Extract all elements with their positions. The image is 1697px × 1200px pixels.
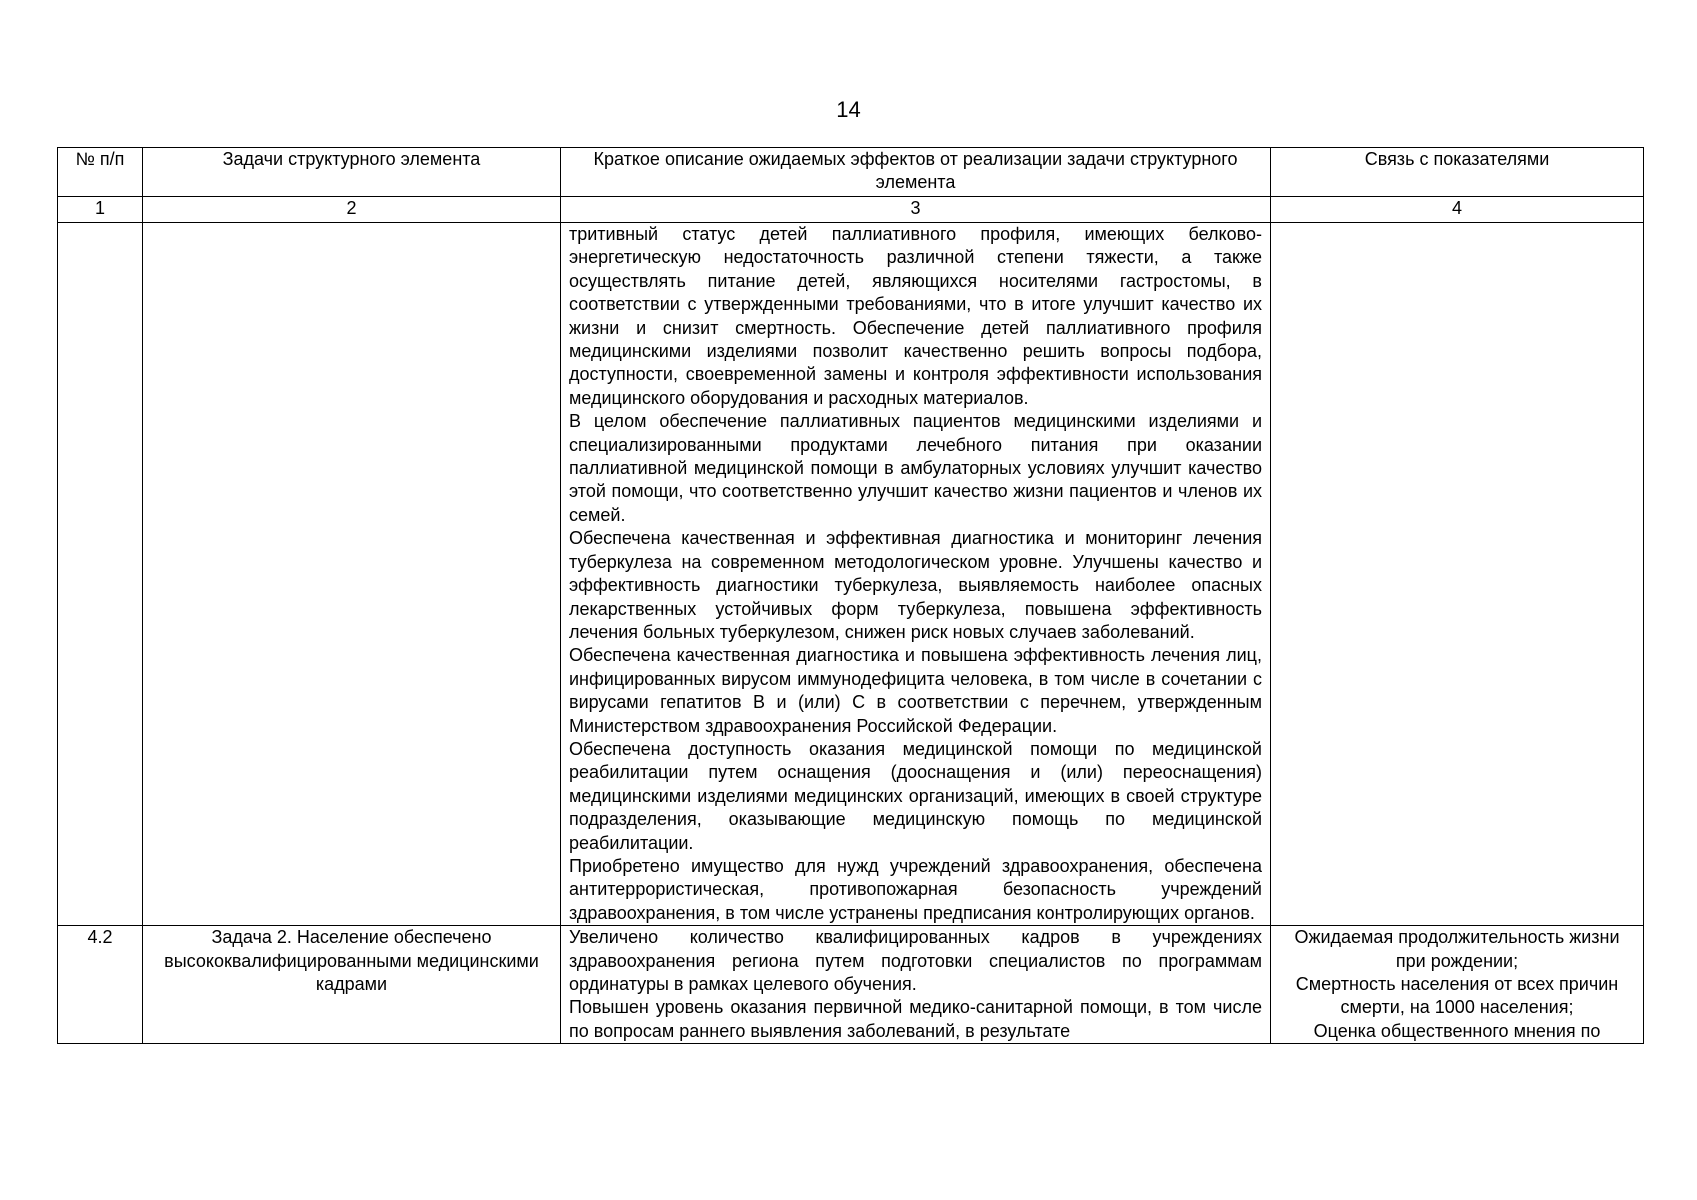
indicator-item: Оценка общественного мнения по: [1313, 1020, 1601, 1041]
effect-paragraph: Обеспечена качественная диагностика и повышена эффективность лечения лиц, инфицированных вирусом иммунодефицита человека, в том числе в сочетании с вирусами гепатитов В и (или) С в соответствии с перечнем, утвержденным Министерством здравоохранения Российской Федерации.: [569, 645, 1262, 736]
header-num: № п/п: [58, 148, 143, 197]
column-number-2: 2: [143, 197, 561, 223]
page-number: 14: [836, 97, 861, 122]
column-number-3: 3: [561, 197, 1271, 223]
column-number-row: [58, 197, 1644, 223]
row-number-cell: 4.2: [58, 926, 143, 1044]
document-table: [57, 147, 1644, 1044]
effect-paragraph: Повышен уровень оказания первичной медико-санитарной помощи, в том числе по вопросам раннего выявления заболеваний, в результате: [569, 997, 1262, 1041]
task-cell: Задача 2. Население обеспечено высококвалифицированными медицинскими кадрами: [143, 926, 561, 1044]
indicators-cell: [1271, 223, 1644, 926]
header-links: Связь с показателями: [1271, 148, 1644, 197]
effect-paragraph: Обеспечена доступность оказания медицинской помощи по медицинской реабилитации путем оснащения (дооснащения и (или) переоснащения) медицинскими изделиями медицинских организаций, имеющих в своей структуре подразделения, оказывающие медицинскую помощь по медицинской реабилитации.: [569, 738, 1262, 853]
effects-cell: [561, 926, 1271, 1044]
effect-paragraph: Обеспечена качественная и эффективная диагностика и мониторинг лечения туберкулеза на современном методологическом уровне. Улучшены качество и эффективность диагностики туберкулеза, выявляемость наиболее опасных лекарственных устойчивых форм туберкулеза, повышена эффективность лечения больных туберкулезом, снижен риск новых случаев заболеваний.: [569, 528, 1262, 642]
indicators-cell: [1271, 926, 1644, 1044]
effect-paragraph: Приобретено имущество для нужд учреждений здравоохранения, обеспечена антитеррористическая, противопожарная безопасность учреждений здравоохранения, в том числе устранены предписания контролирующих органов.: [569, 855, 1262, 923]
table-row: [58, 926, 1644, 1044]
column-number-1: 1: [58, 197, 143, 223]
table-row: [58, 223, 1644, 926]
row-number-cell: [58, 223, 143, 926]
column-number-4: 4: [1271, 197, 1644, 223]
effect-paragraph: В целом обеспечение паллиативных пациентов медицинскими изделиями и специализированными продуктами лечебного питания при оказании паллиативной медицинской помощи в амбулаторных условиях улучшит качество этой помощи, что соответственно улучшит качество жизни пациентов и членов их семей.: [569, 411, 1262, 525]
header-effects: Краткое описание ожидаемых эффектов от реализации задачи структурного элемента: [561, 148, 1271, 197]
effect-paragraph: тритивный статус детей паллиативного профиля, имеющих белково-энергетическую недостаточность различной степени тяжести, а также осуществлять питание детей, являющихся носителями гастростомы, в соответствии с утвержденными требованиями, что в итоге улучшит качество их жизни и снизит смертность. Обеспечение детей паллиативного профиля медицинскими изделиями позволит качественно решить вопросы подбора, доступности, своевременной замены и контроля эффективности использования медицинского оборудования и расходных материалов.: [569, 224, 1262, 408]
effect-paragraph: Увеличено количество квалифицированных кадров в учреждениях здравоохранения региона путем подготовки специалистов по программам ординатуры в рамках целевого обучения.: [569, 927, 1262, 994]
effects-cell: [561, 223, 1271, 926]
table-header-row: [58, 148, 1644, 197]
indicator-item: Ожидаемая продолжительность жизни при рождении;: [1294, 927, 1620, 971]
task-cell: [143, 223, 561, 926]
header-tasks: Задачи структурного элемента: [143, 148, 561, 197]
indicator-item: Смертность населения от всех причин смерти, на 1000 населения;: [1295, 974, 1619, 1018]
